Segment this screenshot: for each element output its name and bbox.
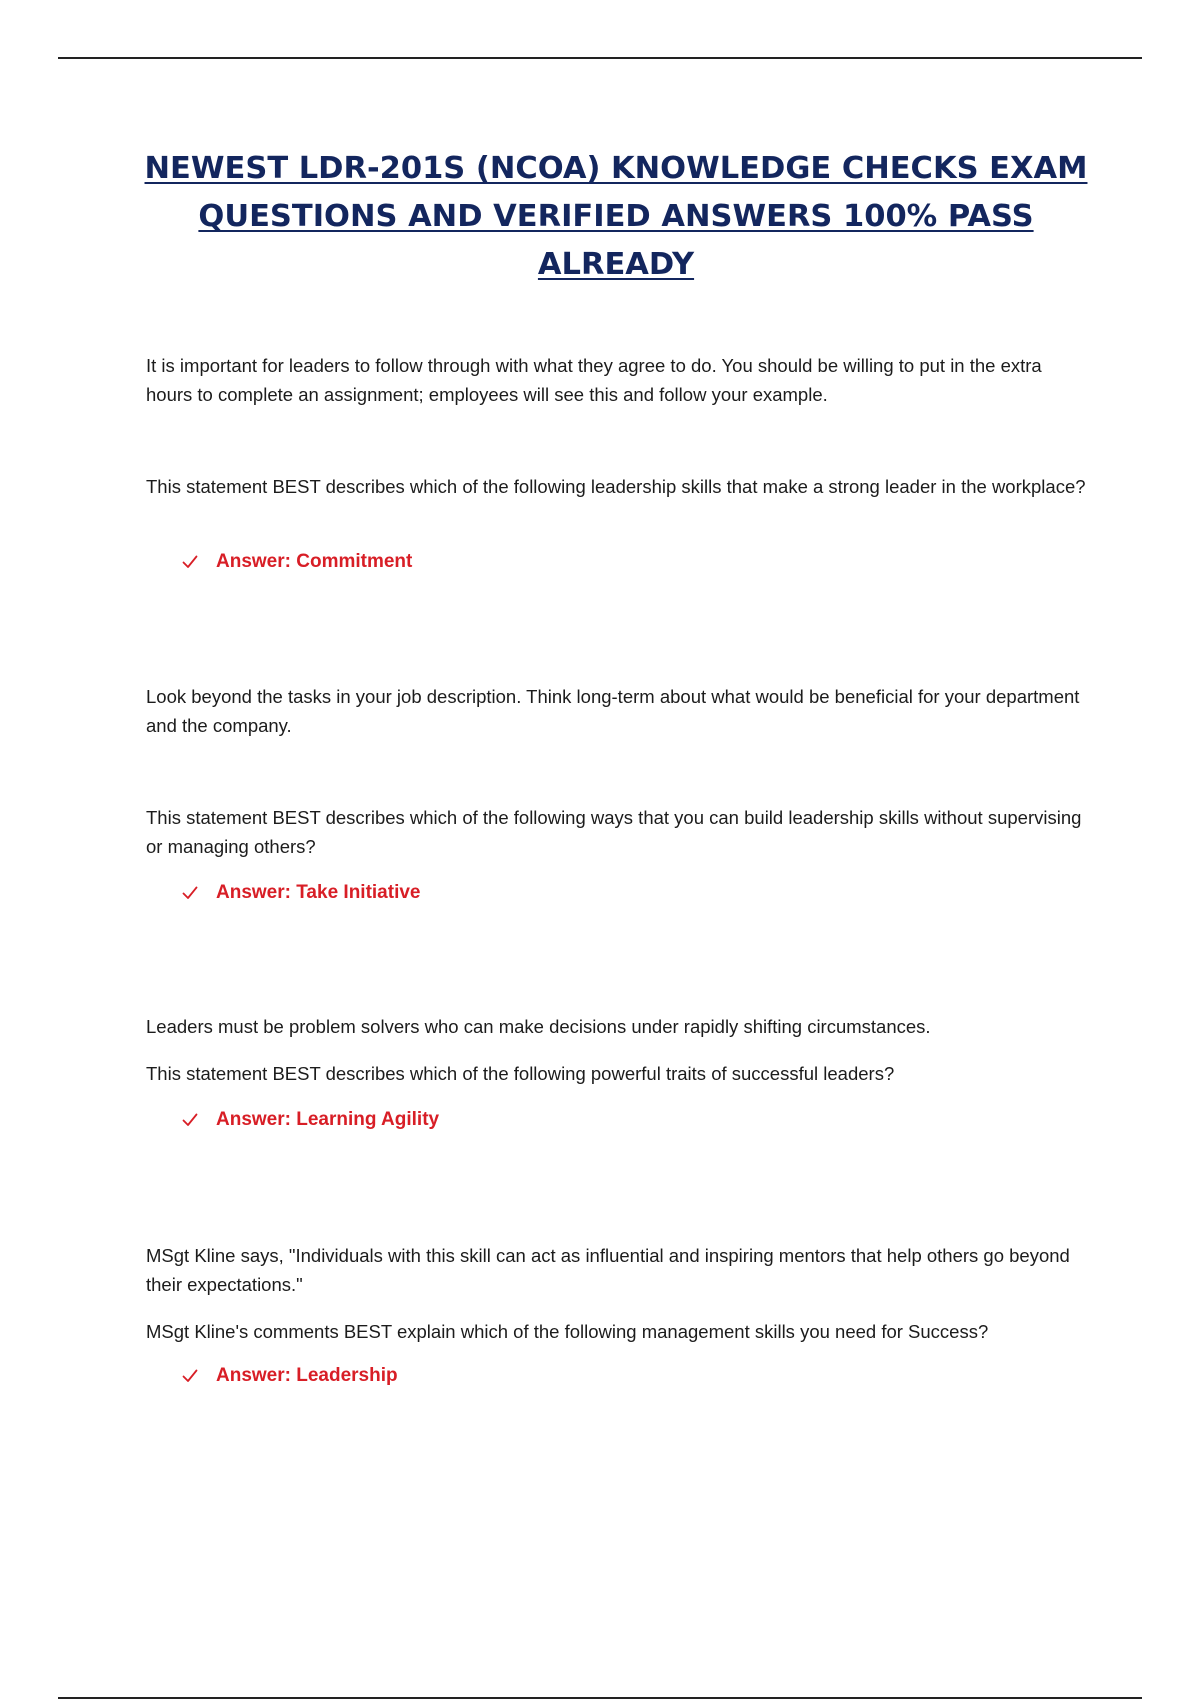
question-1-context: It is important for leaders to follow through with what they agree to do. You should be willing to put in the extra hours to complete an assignment; employees will see this and follow your example.	[146, 355, 1042, 405]
question-3-answer	[182, 1106, 439, 1134]
answer-text: Answer: Learning Agility	[216, 1109, 440, 1130]
answer-text: Answer: Commitment	[216, 551, 413, 572]
question-2-answer	[182, 879, 421, 907]
answer-text: Answer: Leadership	[216, 1365, 398, 1386]
document-title: NEWEST LDR-201S (NCOA) KNOWLEDGE CHECKS EXAM QUESTIONS AND VERIFIED ANSWERS 100% PASS ALREADY	[144, 151, 1088, 282]
question-2-context: Look beyond the tasks in your job description. Think long-term about what would be beneficial for your department and the company.	[146, 686, 1080, 736]
checkmark-icon	[182, 1368, 198, 1384]
answer-text: Answer: Take Initiative	[216, 882, 421, 903]
question-2-prompt: This statement BEST describes which of the following ways that you can build leadership skills without supervising or managing others?	[146, 807, 1082, 857]
question-3-prompt: This statement BEST describes which of the following powerful traits of successful leaders?	[146, 1063, 895, 1084]
question-3-context: Leaders must be problem solvers who can make decisions under rapidly shifting circumstances.	[146, 1016, 931, 1037]
checkmark-icon	[182, 554, 198, 570]
question-4-context: MSgt Kline says, "Individuals with this skill can act as influential and inspiring mentors that help others go beyond their expectations."	[146, 1245, 1070, 1295]
question-1-prompt: This statement BEST describes which of the following leadership skills that make a strong leader in the workplace?	[146, 476, 1086, 497]
checkmark-icon	[182, 1112, 198, 1128]
footer-rule	[58, 1697, 1142, 1699]
question-1-answer	[182, 548, 412, 576]
question-4-answer	[182, 1362, 398, 1390]
checkmark-icon	[182, 885, 198, 901]
header-rule	[58, 57, 1142, 59]
question-4-prompt: MSgt Kline's comments BEST explain which of the following management skills you need for Success?	[146, 1321, 989, 1342]
